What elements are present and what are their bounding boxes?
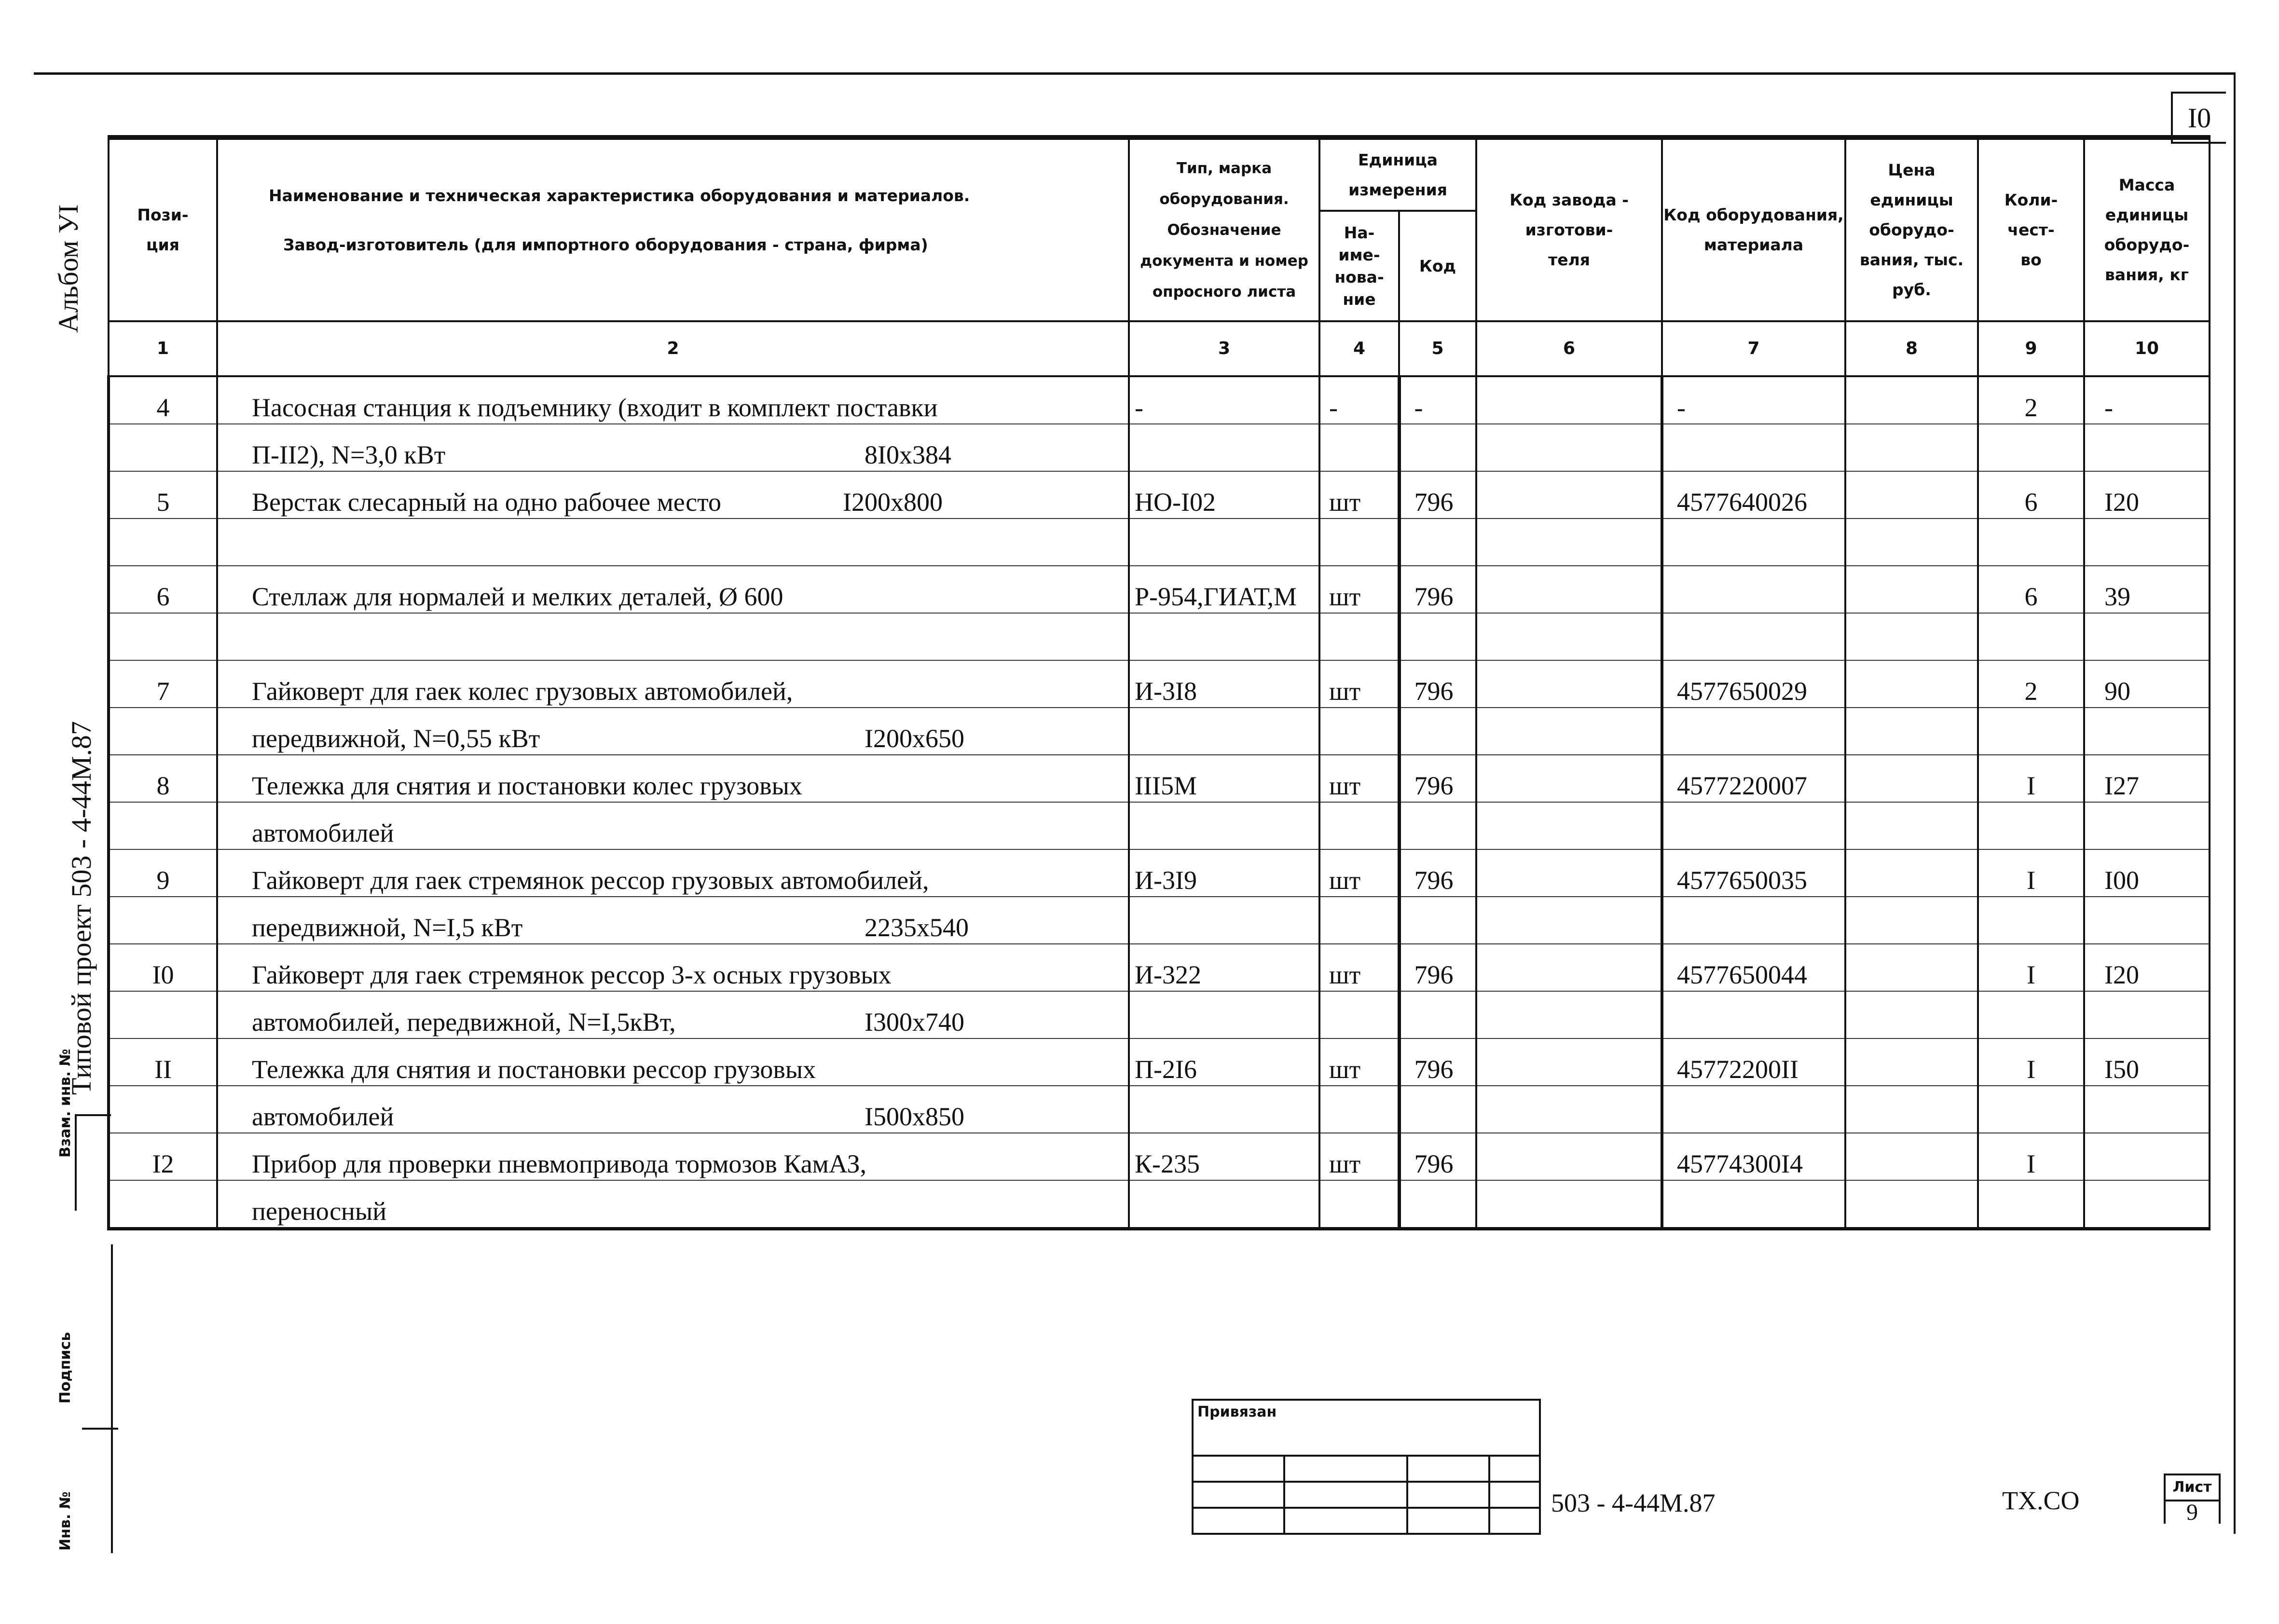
cell-empty [1845,613,1978,660]
table-row [109,376,2210,424]
table-row [109,991,2210,1038]
cell-factory-code [1476,566,1662,613]
cell-unit-code: 796 [1399,566,1476,613]
cell-price [1845,1133,1978,1180]
cell-empty [2084,424,2210,471]
cell-empty [1319,802,1399,849]
stamp-label-signature: Подпись [57,1332,74,1404]
equipment-spec-table [107,135,2210,1230]
cell-empty [1845,1180,1978,1229]
title-block-cell [1489,1482,1540,1508]
cell-code: 4577220007 [1662,755,1845,802]
table-row [109,613,2210,660]
cell-empty [1129,424,1319,471]
cell-name: Гайковерт для гаек стремянок рессор 3-х осных грузовых [217,944,1129,991]
cell-empty [2084,613,2210,660]
cell-type: Р-954,ГИАТ,М [1129,566,1319,613]
cell-empty [1476,1086,1662,1133]
cell-name: Гайковерт для гаек стремянок рессор грузовых автомобилей, [217,849,1129,897]
cell-empty [1845,708,1978,755]
sheet-label: Лист [2166,1475,2219,1501]
cell-empty [1978,897,2084,944]
cell-name-text: автомобилей, передвижной, N=I,5кВт, [252,1008,676,1037]
cell-empty [1476,802,1662,849]
cell-empty [1476,897,1662,944]
table-row [109,1086,2210,1133]
cell-name: автомобилей [217,802,1129,849]
table-row [109,1133,2210,1180]
cell-empty [1662,1086,1845,1133]
cell-empty [1129,613,1319,660]
title-block-cell [1284,1482,1407,1508]
cell-unit: шт [1319,1038,1399,1086]
cell-dimensions: I200x800 [843,488,943,517]
cell-position [109,991,217,1038]
cell-empty [1129,708,1319,755]
cell-name-text: Верстак слесарный на одно рабочее место [252,488,721,517]
title-block-cell [1193,1456,1284,1482]
cell-mass: 39 [2084,566,2210,613]
stamp-line [75,1114,111,1116]
cell-name [217,897,1129,944]
cell-empty [1978,802,2084,849]
cell-empty [1319,1180,1399,1229]
cell-quantity: I [1978,1133,2084,1180]
cell-mass: I27 [2084,755,2210,802]
cell-empty [1319,519,1399,566]
cell-empty [1978,424,2084,471]
cell-type: К-235 [1129,1133,1319,1180]
cell-empty [1399,613,1476,660]
cell-quantity: I [1978,849,2084,897]
cell-name [217,991,1129,1038]
cell-name: Стеллаж для нормалей и мелких деталей, Ø 600 [217,566,1129,613]
cell-empty [2084,991,2210,1038]
cell-empty [1845,519,1978,566]
cell-mass: 90 [2084,660,2210,708]
cell-price [1845,755,1978,802]
cell-type: П-2I6 [1129,1038,1319,1086]
cell-empty [1319,897,1399,944]
cell-dimensions: I500x850 [865,1102,964,1131]
col-header-mass: Масса единицы оборудо- вания, кг [2084,137,2210,321]
cell-unit-code: 796 [1399,471,1476,519]
top-border-line [34,72,2234,75]
cell-empty [1129,802,1319,849]
cell-type: III5М [1129,755,1319,802]
cell-empty [1399,1086,1476,1133]
cell-empty [1399,424,1476,471]
cell-empty [1319,424,1399,471]
cell-empty [1399,802,1476,849]
cell-position [109,1086,217,1133]
cell-unit: шт [1319,471,1399,519]
cell-position [109,519,217,566]
cell-empty [1662,519,1845,566]
cell-empty [1978,1180,2084,1229]
cell-empty [1319,991,1399,1038]
table-row [109,519,2210,566]
cell-name-text: автомобилей [252,1102,394,1131]
cell-position [109,708,217,755]
cell-type: НО-I02 [1129,471,1319,519]
table-row [109,802,2210,849]
table-row [109,1038,2210,1086]
cell-quantity: I [1978,944,2084,991]
cell-empty [1129,1180,1319,1229]
cell-position: I0 [109,944,217,991]
cell-quantity: I [1978,1038,2084,1086]
cell-unit-code: 796 [1399,849,1476,897]
cell-mass: I00 [2084,849,2210,897]
title-block-cell [1489,1508,1540,1534]
cell-name [217,1086,1129,1133]
right-border-line [2234,72,2236,1534]
cell-code: 4577650029 [1662,660,1845,708]
cell-factory-code [1476,376,1662,424]
cell-empty [1662,613,1845,660]
cell-name: Тележка для снятия и постановки рессор грузовых [217,1038,1129,1086]
cell-name [217,519,1129,566]
col-header-quantity: Коли- чест- во [1978,137,2084,321]
cell-code: 4577640026 [1662,471,1845,519]
title-block-cell [1284,1508,1407,1534]
cell-quantity: 6 [1978,566,2084,613]
cell-empty [1978,708,2084,755]
col-number: 3 [1129,321,1319,376]
cell-unit: шт [1319,1133,1399,1180]
cell-dimensions: 8I0x384 [865,440,951,469]
cell-empty [1845,991,1978,1038]
cell-quantity: 2 [1978,376,2084,424]
cell-position: I2 [109,1133,217,1180]
cell-empty [1129,1086,1319,1133]
cell-empty [1978,991,2084,1038]
project-code: 503 - 4-44М.87 [1551,1488,1716,1517]
cell-position: 8 [109,755,217,802]
cell-empty [1476,1180,1662,1229]
table-row [109,944,2210,991]
title-block-cell [1407,1508,1489,1534]
cell-empty [1662,1180,1845,1229]
col-header-unit-name: На- име- нова- ние [1319,211,1399,321]
cell-empty [1319,613,1399,660]
cell-position [109,613,217,660]
cell-name: Тележка для снятия и постановки колес грузовых [217,755,1129,802]
cell-empty [1476,519,1662,566]
document-code: ТХ.СО [2002,1486,2080,1515]
cell-name: переносный [217,1180,1129,1229]
cell-mass: - [2084,376,2210,424]
cell-unit: шт [1319,849,1399,897]
cell-position [109,424,217,471]
cell-factory-code [1476,944,1662,991]
cell-empty [2084,708,2210,755]
table-row [109,849,2210,897]
cell-empty [1319,708,1399,755]
cell-name: Гайковерт для гаек колес грузовых автомобилей, [217,660,1129,708]
cell-empty [1476,708,1662,755]
col-header-price: Цена единицы оборудо- вания, тыс. руб. [1845,137,1978,321]
col-number: 10 [2084,321,2210,376]
stamp-line [82,1428,118,1430]
col-number: 4 [1319,321,1399,376]
sheet-value: 9 [2186,1501,2198,1524]
cell-factory-code [1476,849,1662,897]
col-header-unit-code: Код [1399,211,1476,321]
col-number: 8 [1845,321,1978,376]
col-header-factory-code: Код завода - изготови- теля [1476,137,1662,321]
cell-price [1845,660,1978,708]
cell-position: 9 [109,849,217,897]
cell-factory-code [1476,1038,1662,1086]
cell-name [217,708,1129,755]
cell-empty [1476,991,1662,1038]
attached-label: Привязан [1193,1400,1540,1456]
cell-quantity: 2 [1978,660,2084,708]
cell-position: 5 [109,471,217,519]
cell-empty [1129,991,1319,1038]
cell-price [1845,849,1978,897]
cell-empty [1399,519,1476,566]
cell-position: 6 [109,566,217,613]
project-label: Типовой проект 503 - 4-44М.87 [66,721,97,1095]
cell-position: 7 [109,660,217,708]
col-header-unit-group: Единица измерения [1319,137,1476,211]
cell-position: 4 [109,376,217,424]
table-row [109,755,2210,802]
stamp-line [75,1114,77,1211]
cell-dimensions: 2235x540 [865,913,969,942]
album-label: Альбом УI [53,204,84,333]
title-block-cell [1489,1456,1540,1482]
table-row [109,897,2210,944]
cell-name-text: передвижной, N=I,5 кВт [252,913,523,942]
cell-price [1845,566,1978,613]
sheet-box [2164,1474,2221,1524]
cell-empty [2084,802,2210,849]
col-number: 9 [1978,321,2084,376]
cell-factory-code [1476,1133,1662,1180]
cell-empty [1662,897,1845,944]
cell-unit-code: - [1399,376,1476,424]
title-block [1192,1399,1541,1535]
cell-empty [1476,613,1662,660]
table-row [109,708,2210,755]
cell-factory-code [1476,471,1662,519]
cell-unit-code: 796 [1399,1038,1476,1086]
cell-empty [2084,1180,2210,1229]
cell-empty [2084,1086,2210,1133]
title-block-cell [1284,1456,1407,1482]
sheet-number: I0 [2171,92,2226,144]
table-row [109,566,2210,613]
cell-name [217,471,1129,519]
cell-empty [1978,519,2084,566]
cell-factory-code [1476,755,1662,802]
col-number: 1 [109,321,217,376]
cell-empty [1662,802,1845,849]
cell-price [1845,944,1978,991]
cell-position [109,897,217,944]
cell-empty [1662,991,1845,1038]
cell-type: И-3I9 [1129,849,1319,897]
cell-empty [1399,1180,1476,1229]
table-row [109,424,2210,471]
cell-code: 45772200II [1662,1038,1845,1086]
cell-price [1845,376,1978,424]
cell-name [217,424,1129,471]
cell-unit: шт [1319,566,1399,613]
cell-code: 4577650035 [1662,849,1845,897]
title-block-cell [1193,1508,1284,1534]
cell-empty [1978,613,2084,660]
cell-empty [1845,424,1978,471]
cell-unit: шт [1319,660,1399,708]
cell-code: - [1662,376,1845,424]
cell-name-text: П-II2), N=3,0 кВт [252,440,446,469]
cell-empty [2084,519,2210,566]
cell-quantity: 6 [1978,471,2084,519]
cell-empty [1129,519,1319,566]
col-header-position: Пози- ция [109,137,217,321]
cell-empty [1845,897,1978,944]
cell-unit-code: 796 [1399,660,1476,708]
cell-empty [1319,1086,1399,1133]
cell-price [1845,1038,1978,1086]
cell-name [217,613,1129,660]
stamp-line [111,1244,113,1553]
cell-type: И-3I8 [1129,660,1319,708]
stamp-label-inventory: Инв. № [57,1491,74,1551]
cell-code: 45774300I4 [1662,1133,1845,1180]
cell-empty [1845,802,1978,849]
cell-empty [1399,991,1476,1038]
cell-empty [1662,424,1845,471]
cell-code: 4577650044 [1662,944,1845,991]
cell-empty [1399,897,1476,944]
cell-empty [1399,708,1476,755]
cell-dimensions: I300x740 [865,1008,964,1037]
col-header-type: Тип, марка оборудования. Обозначение документа и номер опросного листа [1129,137,1319,321]
cell-mass [2084,1133,2210,1180]
cell-mass: I20 [2084,944,2210,991]
table-row [109,660,2210,708]
cell-name: Насосная станция к подъемнику (входит в комплект поставки [217,376,1129,424]
cell-quantity: I [1978,755,2084,802]
cell-empty [1476,424,1662,471]
cell-unit-code: 796 [1399,755,1476,802]
cell-mass: I20 [2084,471,2210,519]
cell-factory-code [1476,660,1662,708]
col-number: 5 [1399,321,1476,376]
cell-position: II [109,1038,217,1086]
cell-empty [1845,1086,1978,1133]
cell-name-text: передвижной, N=0,55 кВт [252,724,540,753]
cell-price [1845,471,1978,519]
table-body [109,376,2210,1229]
cell-empty [1129,897,1319,944]
cell-mass: I50 [2084,1038,2210,1086]
title-block-cell [1407,1456,1489,1482]
col-number: 2 [217,321,1129,376]
cell-unit: - [1319,376,1399,424]
cell-empty [1978,1086,2084,1133]
cell-type: И-322 [1129,944,1319,991]
cell-unit-code: 796 [1399,944,1476,991]
table-row [109,471,2210,519]
col-header-name: Наименование и техническая характеристика оборудования и материалов. Завод-изготовитель (для импортного оборудования - страна, фирма) [217,137,1129,321]
cell-position [109,802,217,849]
cell-code [1662,566,1845,613]
cell-empty [1662,708,1845,755]
title-block-cell [1193,1482,1284,1508]
cell-unit-code: 796 [1399,1133,1476,1180]
col-number: 6 [1476,321,1662,376]
cell-name: Прибор для проверки пневмопривода тормозов КамАЗ, [217,1133,1129,1180]
stamp-label-replace: Взам. инв. № [57,1049,74,1158]
title-block-cell [1407,1482,1489,1508]
cell-empty [2084,897,2210,944]
col-header-code: Код оборудования, материала [1662,137,1845,321]
table-row [109,1180,2210,1229]
col-number: 7 [1662,321,1845,376]
cell-position [109,1180,217,1229]
cell-unit: шт [1319,944,1399,991]
cell-type: - [1129,376,1319,424]
cell-unit: шт [1319,755,1399,802]
cell-dimensions: I200x650 [865,724,964,753]
